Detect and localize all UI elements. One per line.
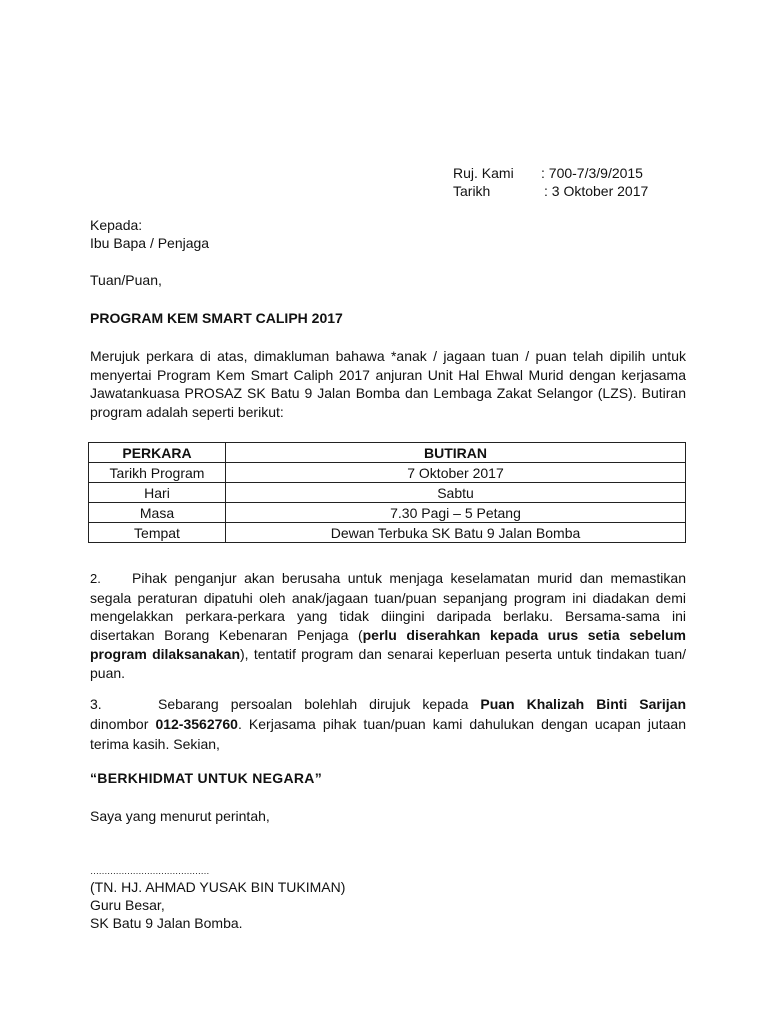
table-cell: Masa [89, 503, 226, 523]
table-cell: 7 Oktober 2017 [226, 463, 686, 483]
paragraph-3 [90, 694, 686, 754]
intro-line: Jawatankuasa PROSAZ SK Batu 9 Jalan Bomba dan Lembaga Zakat Selangor (LZS). Butiran [90, 385, 686, 402]
intro-paragraph [90, 347, 686, 422]
paragraph-line: dinombor 012-3562760. Kerjasama pihak tuan/puan kami dahulukan dengan ucapan jutaan [90, 716, 686, 732]
paragraph-line: puan. [90, 664, 126, 681]
date-row [453, 182, 648, 200]
reference-label: Ruj. Kami [453, 165, 514, 181]
signatory-title: Guru Besar, [90, 897, 165, 913]
paragraph-line: terima kasih. Sekian, [90, 736, 220, 752]
signatory-name: (TN. HJ. AHMAD YUSAK BIN TUKIMAN) [90, 879, 346, 895]
date-value: : 3 Oktober 2017 [544, 183, 649, 199]
table-header-butiran: BUTIRAN [226, 443, 686, 463]
table-cell: 7.30 Pagi – 5 Petang [226, 503, 686, 523]
intro-line: program adalah seperti berikut: [90, 404, 284, 421]
paragraph-line: 2. Pihak penganjur akan berusaha untuk menjaga keselamatan murid dan memastikan [90, 569, 686, 589]
motto: “BERKHIDMAT UNTUK NEGARA” [90, 770, 323, 786]
contact-phone: 012-3562760 [155, 716, 238, 732]
contact-name: Puan Khalizah Binti Sarijan [480, 696, 686, 712]
table-header-perkara: PERKARA [89, 443, 226, 463]
intro-line: menyertai Program Kem Smart Caliph 2017 anjuran Unit Hal Ehwal Murid dengan kerjasama [90, 366, 686, 383]
signature-dots: …………………………………… [90, 866, 209, 876]
signatory-school: SK Batu 9 Jalan Bomba. [90, 915, 243, 931]
table-row [89, 463, 686, 483]
paragraph-line: mengelakkan perkara-perkara yang tidak diingini daripada berlaku. Bersama-sama ini [90, 608, 686, 625]
reference-value: : 700-7/3/9/2015 [541, 165, 643, 181]
table-cell: Tarikh Program [89, 463, 226, 483]
table-row [89, 503, 686, 523]
paragraph-line: disertakan Borang Kebenaran Penjaga (perlu diserahkan kepada urus setia sebelum [90, 627, 686, 644]
paragraph-number: 3. [90, 696, 102, 712]
date-label: Tarikh [453, 183, 491, 199]
table-cell: Hari [89, 483, 226, 503]
table-cell: Sabtu [226, 483, 686, 503]
program-details-table [88, 442, 686, 543]
table-cell: Tempat [89, 523, 226, 543]
closing-line: Saya yang menurut perintah, [90, 808, 270, 824]
recipient-name: Ibu Bapa / Penjaga [90, 235, 210, 251]
table-cell: Dewan Terbuka SK Batu 9 Jalan Bomba [226, 523, 686, 543]
salutation: Tuan/Puan, [90, 272, 162, 288]
table-row [89, 483, 686, 503]
recipient-label: Kepada: [90, 217, 143, 233]
letter-subject: PROGRAM KEM SMART CALIPH 2017 [90, 310, 343, 326]
paragraph-number: 2. [90, 571, 101, 586]
reference-number-row [453, 164, 643, 182]
intro-line: Merujuk perkara di atas, dimakluman bahawa *anak / jagaan tuan / puan telah dipilih untuk [90, 348, 686, 364]
table-header-row [89, 443, 686, 463]
paragraph-line: program dilaksanakan), tentatif program dan senarai keperluan peserta untuk tindakan tuan/ [90, 645, 686, 662]
table-row [89, 523, 686, 543]
paragraph-line: segala peraturan dipatuhi oleh anak/jagaan tuan/puan sepanjang program ini diadakan demi [90, 589, 686, 606]
paragraph-line: 3. Sebarang persoalan bolehlah dirujuk kepada Puan Khalizah Binti Sarijan [90, 696, 686, 712]
paragraph-2 [90, 569, 686, 682]
